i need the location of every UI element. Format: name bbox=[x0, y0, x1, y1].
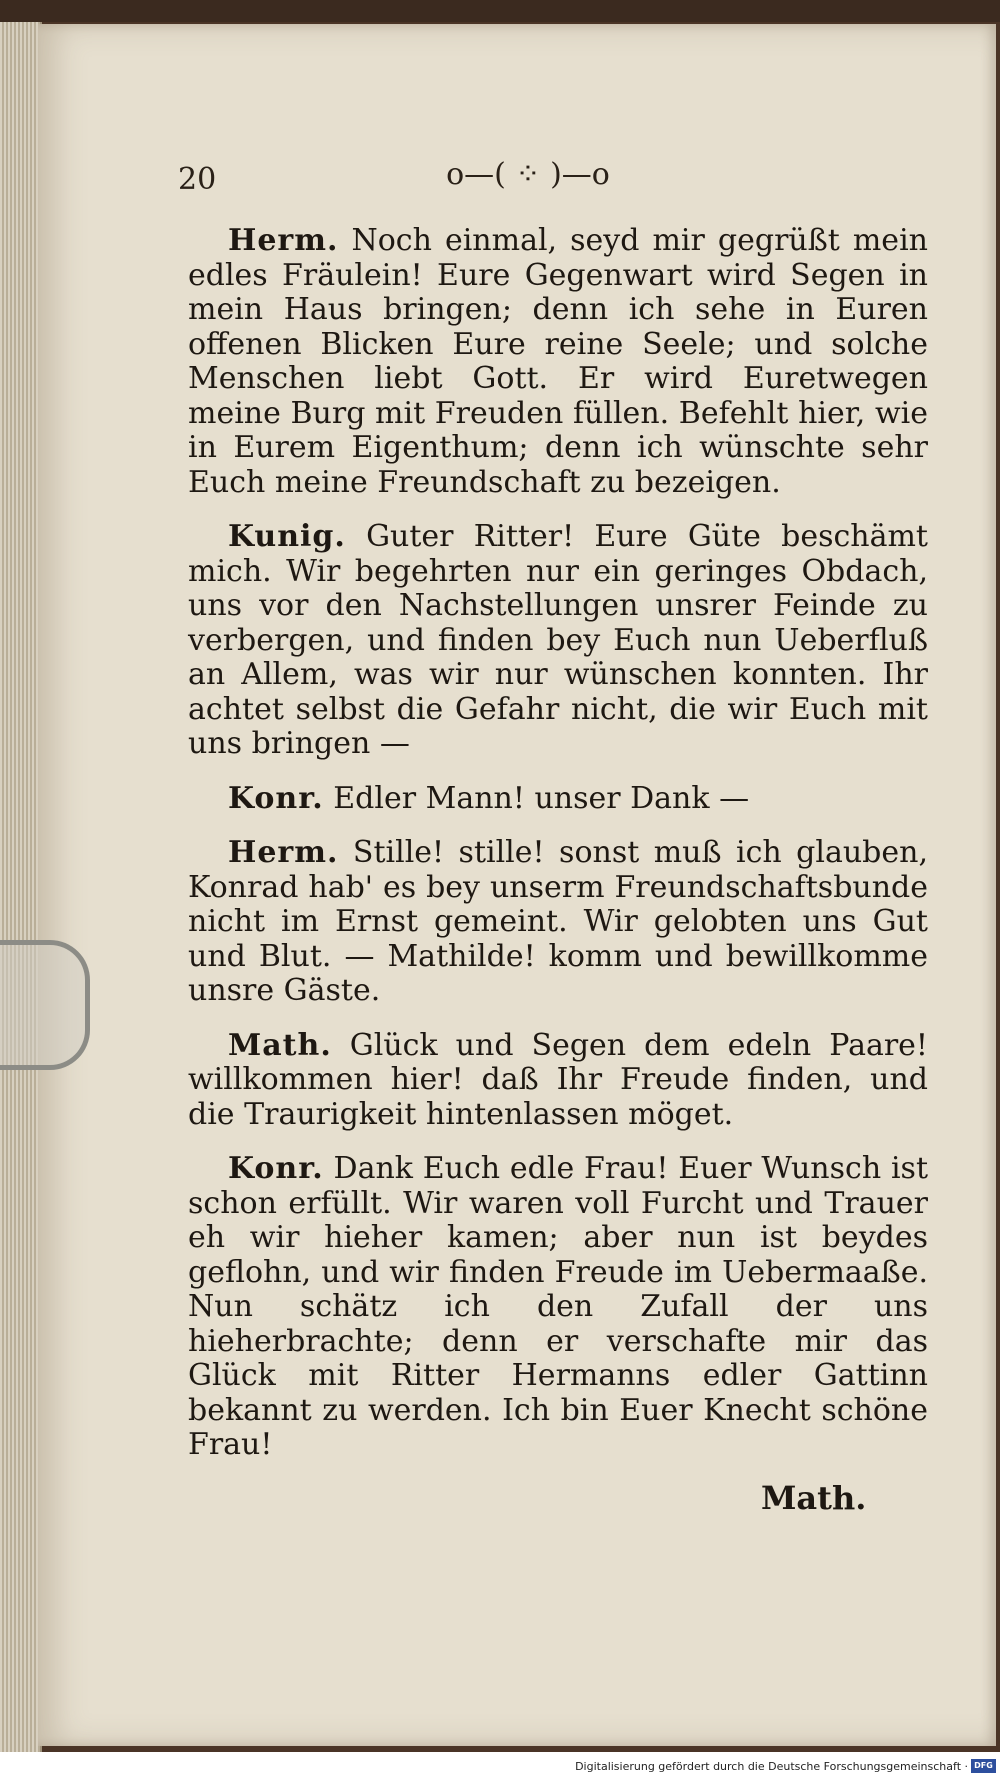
dfg-logo-icon: DFG bbox=[971, 1759, 996, 1773]
speech-konr-1 bbox=[188, 782, 928, 817]
header-ornament: o—( ⁘ )—o bbox=[446, 157, 610, 192]
paper-clip bbox=[0, 940, 90, 1070]
speaker-label: Herm. bbox=[228, 223, 339, 258]
page-number: 20 bbox=[178, 162, 217, 197]
footer-credit: Digitalisierung gefördert durch die Deutsche Forschungsgemeinschaft · bbox=[575, 1760, 968, 1773]
speech-herm-1 bbox=[188, 224, 928, 500]
speech-konr-2 bbox=[188, 1152, 928, 1463]
speech-text: Edler Mann! unser Dank — bbox=[333, 780, 750, 816]
speech-math bbox=[188, 1029, 928, 1133]
speech-text: Dank Euch edle Frau! Euer Wunsch ist schon erfüllt. Wir waren voll Furcht und Trauer eh wir hieher kamen; aber nun ist beydes geflohn, und wir finden Freude im Uebermaaße. Nun schätz ich den Zufall der uns hieherbrachte; denn er verschafte mir das Glück mit Ritter Hermanns edler Gattinn bekannt zu werden. Ich bin Euer Knecht schöne Frau! bbox=[188, 1151, 928, 1462]
speaker-label: Herm. bbox=[228, 835, 339, 870]
speech-herm-2 bbox=[188, 836, 928, 1009]
book-top-edge bbox=[0, 0, 1000, 22]
catchword: Math. bbox=[761, 1479, 867, 1517]
speech-text: Stille! stille! sonst muß ich glauben, Konrad hab' es bey unserm Freundschaftsbunde nicht im Ernst gemeint. Wir gelobten uns Gut und Blut. — Mathilde! komm und bewillkomme unsre Gäste. bbox=[188, 835, 928, 1008]
page-body bbox=[188, 224, 928, 1483]
speaker-label: Konr. bbox=[228, 780, 324, 816]
speaker-label: Konr. bbox=[228, 1151, 324, 1186]
speech-kunig bbox=[188, 520, 928, 762]
speech-text: Noch einmal, seyd mir gegrüßt mein edles Fräulein! Eure Gegenwart wird Segen in mein Haus bringen; denn ich sehe in Euren offenen Blicken Eure reine Seele; und solche Menschen liebt Gott. Er wird Euretwegen meine Burg mit Freuden füllen. Befehlt hier, wie in Eurem Eigenthum; denn ich wünschte sehr Euch meine Freundschaft zu bezeigen. bbox=[188, 223, 928, 500]
book-page-edges bbox=[0, 22, 42, 1752]
digitization-footer bbox=[0, 1752, 1000, 1782]
speaker-label: Math. bbox=[228, 1027, 332, 1063]
speaker-label: Kunig. bbox=[228, 519, 346, 554]
speech-text: Guter Ritter! Eure Güte beschämt mich. Wir begehrten nur ein geringes Obdach, uns vor den Nachstellungen unsrer Feinde zu verbergen, und finden bey Euch nun Ueberfluß an Allem, was wir nur wünschen konnten. Ihr achtet selbst die Gefahr nicht, die wir Euch mit uns bringen — bbox=[188, 519, 928, 761]
book-page bbox=[38, 24, 996, 1746]
speech-text: Glück und Segen dem edeln Paare! willkommen hier! daß Ihr Freude finden, und die Traurigkeit hintenlassen möget. bbox=[188, 1027, 928, 1132]
